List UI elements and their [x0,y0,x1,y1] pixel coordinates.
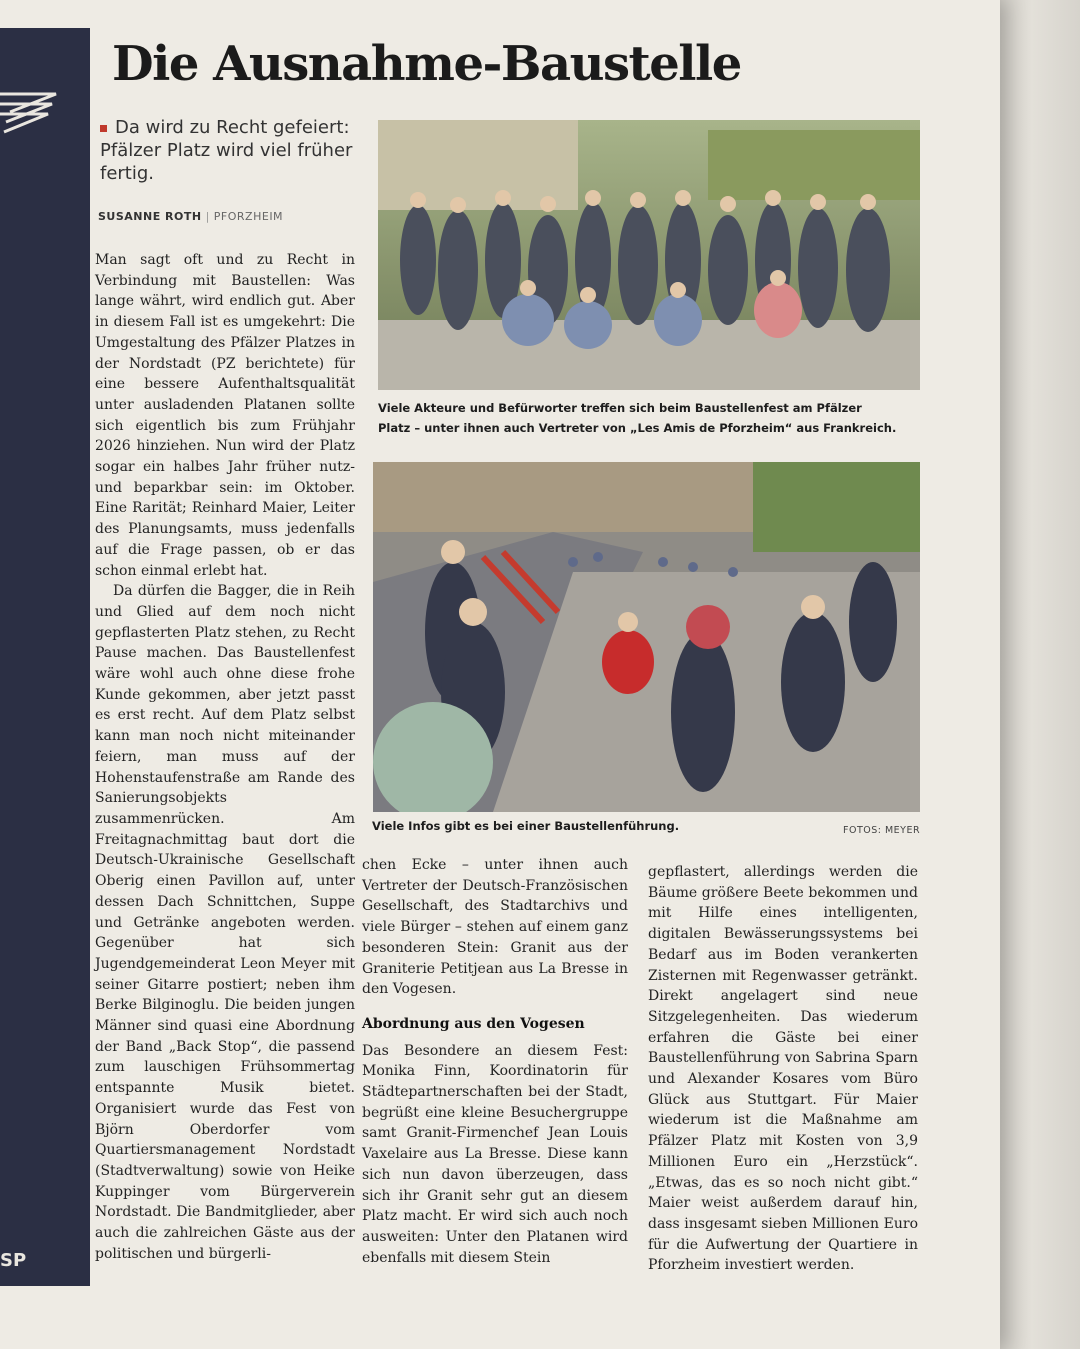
paragraph: chen Ecke – unter ihnen auch Vertreter der Deutsch-Französischen Gesellschaft, des Stadtarchivs und viele Bürger – stehen auf einem ganz besonderen Stein: Granit aus der Graniterie Petitjean aus La Bresse in den Vogesen. [362,857,628,998]
byline-author: SUSANNE ROTH [98,210,202,223]
photo-group-portrait [378,120,920,390]
paragraph: Da dürfen die Bagger, die in Reih und Glied auf dem noch nicht gepflasterten Platz stehen, zu Recht Pause machen. Das Baustellenfest wäre wohl auch ohne diese frohe Kunde gekommen, aber jetzt passt es erst recht. Auf dem Platz selbst kann man noch nicht miteinander feiern, man muss auf der Hohenstaufenstraße am Rande des Sanierungsobjekts zusammenrücken. Am Freitagnachmittag baut dort die Deutsch-Ukrainische Gesellschaft Oberig einen Pavillon auf, unter dessen Dach Schnittchen, Suppe und Getränke angeboten werden. Gegenüber hat sich Jugendgemeinderat Leon Meyer mit seiner Gitarre postiert; neben ihm Berke Bilginoglu. Die beiden jungen Männer sind quasi eine Abordnung der Band „Back Stop“, die passend zum lauschigen Frühsommertag entspannte Musik bietet. Organisiert wurde das Fest von Björn Oberdorfer vom Quartiersmanagement Nordstadt (Stadtverwaltung) sowie von Heike Kuppinger vom Bürgerverein Nordstadt. Die Bandmitglieder, aber auch die zahlreichen Gäste aus der politischen und bürgerli- [95,583,355,1262]
byline [98,210,283,223]
subhead-bullet [100,125,107,132]
article-headline: Die Ausnahme-Baustelle [112,36,741,92]
group-photo-image [378,120,920,390]
article-subhead [100,116,370,185]
article-column-2 [362,855,628,1268]
section-sidebar [0,28,90,1286]
byline-location: PFORZHEIM [213,210,284,223]
newspaper-logo-icon [0,58,64,148]
article-column-1 [95,250,355,1264]
paragraph: Das Besondere an diesem Fest: Monika Finn, Koordinatorin für Städtepartnerschaften bei der Stadt, begrüßt eine kleine Besuchergruppe samt Granit-Firmenchef Jean Louis Vaxelaire aus La Bresse. Diese kann sich nun davon überzeugen, dass sich ihr Granit sehr gut an diesem Platz macht. Er wird sich auch noch ausweiten: Unter den Platanen wird ebenfalls mit diesem Stein [362,1042,628,1266]
subhead-text: Da wird zu Recht gefeiert: Pfälzer Platz wird viel früher fertig. [100,117,353,184]
site-tour-image [373,462,920,812]
paragraph: Man sagt oft und zu Recht in Verbindung mit Baustellen: Was lange währt, wird endlich gut. Aber in diesem Fall ist es umgekehrt: Die Umgestaltung des Pfälzer Platzes in der Nordstadt (PZ berichtete) für eine bessere Aufenthaltsqualität unter ausladenden Platanen sollte sich eigentlich bis zum Frühjahr 2026 hinziehen. Nun wird der Platz sogar ein halbes Jahr früher nutz- und beparkbar sein: im Oktober. Eine Rarität; Reinhard Maier, Leiter des Planungsamts, muss jedenfalls auf die Frage passen, ob er das schon einmal erlebt hat. [95,252,355,579]
subheading: Abordnung aus den Vogesen [362,1015,585,1032]
byline-separator: | [205,210,210,223]
photo-credit: FOTOS: MEYER [843,825,921,836]
sidebar-mark: SP [0,1250,27,1271]
article-column-3 [648,862,918,1276]
photo-site-tour [373,462,920,812]
top-photo-caption: Viele Akteure und Befürworter treffen sich beim Baustellenfest am Pfälzer Platz – unter ihnen auch Vertreter von „Les Amis de Pforzheim“ aus Frankreich. [378,401,897,435]
paragraph: gepflastert, allerdings werden die Bäume größere Beete bekommen und mit Hilfe eines intelligenten, digitalen Bewässerungssystems bei Bedarf aus im Boden verankerten Zisternen mit Regenwasser getränkt. Direkt angelagert sind neue Sitzgelegenheiten. Das wiederum erfahren die Gäste bei einer Baustellenführung von Sabrina Sparn und Alexander Kosares vom Büro Glück aus Stuttgart. Für Maier wiederum ist die Maßnahme am Pfälzer Platz mit Kosten von 3,9 Millionen Euro ein „Herzstück“. „Etwas, das es so noch nicht gibt.“ Maier weist außerdem darauf hin, dass insgesamt sieben Millionen Euro für die Aufwertung der Quartiere in Pforzheim investiert werden. [648,864,918,1274]
bottom-photo-caption: Viele Infos gibt es bei einer Baustellenführung. [372,819,680,833]
adjacent-page [1000,0,1080,1349]
